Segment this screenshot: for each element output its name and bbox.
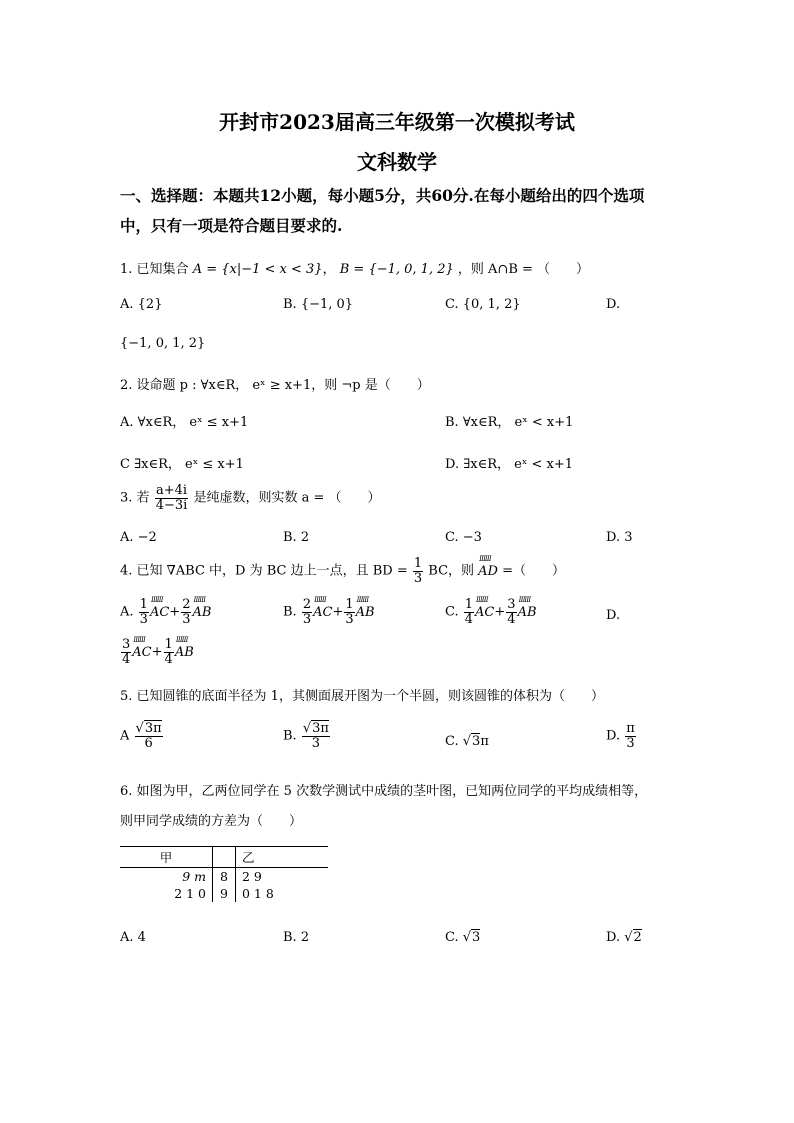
q5-option-d bbox=[606, 722, 637, 750]
stem-leaf-left-header: 甲 bbox=[159, 850, 173, 865]
table-row bbox=[120, 868, 328, 886]
page-subtitle: 文科数学 bbox=[357, 150, 437, 174]
frac-den: 4 bbox=[164, 651, 173, 667]
q4-option-d-label: D. bbox=[606, 608, 621, 623]
q3-option-c: C. −3 bbox=[445, 530, 482, 545]
section-heading-line2: 中，只有一项是符合题目要求的. bbox=[120, 216, 343, 235]
sqrt-radicand: 3π bbox=[144, 721, 162, 736]
stem-leaf-stem: 8 bbox=[213, 868, 236, 886]
frac-den: 3 bbox=[311, 735, 321, 751]
q4-option-c-label: C. bbox=[445, 604, 459, 620]
q6-option-c: C. √3 bbox=[445, 930, 481, 945]
q4-option-c bbox=[445, 598, 537, 626]
q4-c-frac1 bbox=[464, 598, 474, 626]
q3-option-a: A. −2 bbox=[120, 530, 157, 545]
frac-den: 4 bbox=[507, 611, 516, 627]
q6-line2: 则甲同学成绩的方差为（ ） bbox=[120, 814, 303, 829]
frac-den: 4 bbox=[122, 651, 131, 667]
question-5 bbox=[120, 685, 604, 704]
q5-option-d-label: D. bbox=[606, 728, 621, 744]
frac-num: π bbox=[626, 721, 635, 736]
frac-num: √3π bbox=[135, 721, 162, 736]
frac-den: 3 bbox=[182, 611, 191, 627]
q3-option-d: D. 3 bbox=[606, 530, 633, 545]
frac-num: 3 bbox=[122, 637, 131, 652]
question-2 bbox=[120, 374, 430, 393]
frac-num: 2 bbox=[302, 597, 312, 612]
q4-post: =（ ） bbox=[502, 563, 566, 579]
sqrt-radicand: 3 bbox=[472, 734, 481, 749]
q4-mid: BC，则 bbox=[428, 563, 475, 579]
q2-number: 2. bbox=[120, 378, 133, 393]
pi-symbol: π bbox=[480, 734, 489, 749]
question-4 bbox=[120, 557, 565, 585]
frac-num: 3 bbox=[507, 597, 516, 612]
stem-leaf-right-leaves: 0 1 8 bbox=[242, 886, 274, 901]
sqrt-radicand: 3 bbox=[472, 930, 481, 945]
q1-set-a: A = {x|−1 < x < 3} bbox=[192, 262, 323, 277]
vector-ab: ⅢⅢ AB bbox=[518, 605, 537, 620]
q4-vector-ad: ⅢⅢ AD bbox=[478, 564, 498, 579]
stem-leaf-left-leaves: 9 m bbox=[182, 869, 206, 884]
q4-fraction-numerator: 1 bbox=[413, 556, 423, 571]
frac-num: 1 bbox=[139, 597, 148, 612]
frac-den: 3 bbox=[139, 611, 148, 627]
question-6 bbox=[120, 780, 647, 799]
q5-option-a-label: A bbox=[120, 728, 130, 744]
q5-d-frac bbox=[625, 722, 636, 750]
q6-number: 6. bbox=[120, 784, 133, 799]
question-1: 1. 已知集合 A = {x|−1 < x < 3}， B = {−1, 0, 1, 2} ，则 A∩B = （ ） bbox=[120, 262, 590, 277]
q2-option-a: A. ∀x∈R， eˣ ≤ x+1 bbox=[120, 415, 249, 430]
sqrt-radicand: 2 bbox=[633, 930, 642, 945]
q6-option-b: B. 2 bbox=[283, 930, 310, 945]
vector-ab: ⅢⅢ AB bbox=[192, 605, 211, 620]
q2-option-d: D. ∃x∈R， eˣ < x+1 bbox=[445, 457, 574, 472]
q4-fraction bbox=[413, 557, 423, 585]
stem-leaf-right-header: 乙 bbox=[242, 850, 255, 865]
vector-ab: ⅢⅢ AB bbox=[175, 645, 194, 660]
q4-a-frac1 bbox=[139, 598, 149, 626]
q5-option-a bbox=[120, 722, 164, 750]
q1-stem: 已知集合 bbox=[136, 262, 189, 277]
q3-fraction bbox=[155, 484, 189, 512]
q3-number: 3. bbox=[120, 490, 133, 506]
frac-num: √3π bbox=[302, 721, 329, 736]
stem-leaf-table bbox=[120, 846, 328, 902]
q1-option-d-value: {−1, 0, 1, 2} bbox=[120, 336, 206, 351]
q5-option-b-label: B. bbox=[283, 728, 297, 744]
q3-pre: 若 bbox=[136, 490, 150, 506]
vector-ac: ⅢⅢ AC bbox=[313, 605, 332, 620]
stem-leaf-plot bbox=[120, 846, 328, 902]
q1-option-a: A. {2} bbox=[120, 297, 163, 312]
question-3 bbox=[120, 484, 380, 512]
frac-num: 1 bbox=[345, 597, 354, 612]
q4-fraction-denominator: 3 bbox=[413, 570, 423, 586]
stem-leaf-left-leaves: 2 1 0 bbox=[174, 886, 206, 901]
q6-option-c-label: C. bbox=[445, 930, 459, 945]
q6-option-d-label: D. bbox=[606, 930, 621, 945]
section-heading-line1: 一、选择题：本题共12小题，每小题5分，共60分.在每小题给出的四个选项 bbox=[120, 186, 645, 205]
q5-stem: 已知圆锥的底面半径为 1，其侧面展开图为一个半圆，则该圆锥的体积为（ ） bbox=[136, 689, 604, 704]
q4-d-frac2 bbox=[164, 638, 174, 666]
frac-den: 3 bbox=[302, 611, 312, 627]
q3-fraction-numerator: a+4i bbox=[155, 483, 188, 498]
q1-option-d: D. bbox=[606, 297, 621, 312]
q2-option-c: C ∃x∈R， eˣ ≤ x+1 bbox=[120, 457, 244, 472]
frac-num: 2 bbox=[182, 597, 191, 612]
sqrt-radicand: 3π bbox=[312, 721, 329, 736]
q3-fraction-denominator: 4−3i bbox=[155, 497, 188, 513]
frac-den: 3 bbox=[345, 611, 354, 627]
page-title: 开封市2023届高三年级第一次模拟考试 bbox=[219, 110, 575, 134]
frac-num: 1 bbox=[164, 637, 173, 652]
q5-option-c: C. √3π bbox=[445, 734, 489, 749]
q6-line1: 如图为甲，乙两位同学在 5 次数学测试中成绩的茎叶图，已知两位同学的平均成绩相等， bbox=[136, 784, 648, 799]
q1-number: 1. bbox=[120, 262, 133, 277]
q4-option-a bbox=[120, 598, 211, 626]
stem-leaf-stem-header bbox=[213, 847, 236, 868]
q4-b-frac2 bbox=[344, 598, 354, 626]
q6-option-a: A. 4 bbox=[120, 930, 146, 945]
plus-sign: + bbox=[169, 604, 181, 620]
q4-option-b bbox=[283, 598, 375, 626]
q5-option-c-label: C. bbox=[445, 734, 459, 749]
q3-option-b: B. 2 bbox=[283, 530, 310, 545]
frac-den: 6 bbox=[144, 735, 153, 751]
q1-option-c: C. {0, 1, 2} bbox=[445, 297, 521, 312]
q5-a-frac bbox=[135, 722, 163, 750]
q4-option-b-label: B. bbox=[283, 604, 297, 620]
q4-option-d bbox=[120, 638, 194, 666]
stem-leaf-stem: 9 bbox=[213, 885, 236, 902]
q2-option-b: B. ∀x∈R， eˣ < x+1 bbox=[445, 415, 574, 430]
vector-ac: ⅢⅢ AC bbox=[132, 645, 151, 660]
q5-number: 5. bbox=[120, 689, 133, 704]
q4-d-frac1 bbox=[121, 638, 131, 666]
frac-num: 1 bbox=[464, 597, 474, 612]
table-row bbox=[120, 885, 328, 902]
q4-b-frac1 bbox=[302, 598, 312, 626]
q4-number: 4. bbox=[120, 563, 133, 579]
q1-set-b: B = {−1, 0, 1, 2} bbox=[339, 262, 454, 277]
q1-tail: ，则 A∩B = （ ） bbox=[457, 262, 590, 277]
frac-den: 4 bbox=[464, 611, 474, 627]
q4-pre: 已知 ∇ABC 中，D 为 BC 边上一点，且 BD = bbox=[136, 563, 408, 579]
plus-sign: + bbox=[494, 604, 506, 620]
vector-ab: ⅢⅢ AB bbox=[356, 605, 375, 620]
q5-b-frac bbox=[302, 722, 330, 750]
q4-a-frac2 bbox=[181, 598, 191, 626]
vector-ac: ⅢⅢ AC bbox=[475, 605, 494, 620]
plus-sign: + bbox=[151, 644, 163, 660]
vector-ac: ⅢⅢ AC bbox=[150, 605, 169, 620]
q3-post: 是纯虚数，则实数 a = （ ） bbox=[193, 490, 381, 506]
stem-leaf-right-leaves: 2 9 bbox=[242, 869, 262, 884]
plus-sign: + bbox=[332, 604, 344, 620]
q2-stem: 设命题 p : ∀x∈R， eˣ ≥ x+1，则 ¬p 是（ ） bbox=[136, 378, 430, 393]
q4-c-frac2 bbox=[506, 598, 516, 626]
q6-option-d: D. √2 bbox=[606, 930, 642, 945]
frac-den: 3 bbox=[626, 735, 635, 751]
q4-option-a-label: A. bbox=[120, 604, 134, 620]
q5-option-b bbox=[283, 722, 331, 750]
q1-option-b: B. {−1, 0} bbox=[283, 297, 354, 312]
